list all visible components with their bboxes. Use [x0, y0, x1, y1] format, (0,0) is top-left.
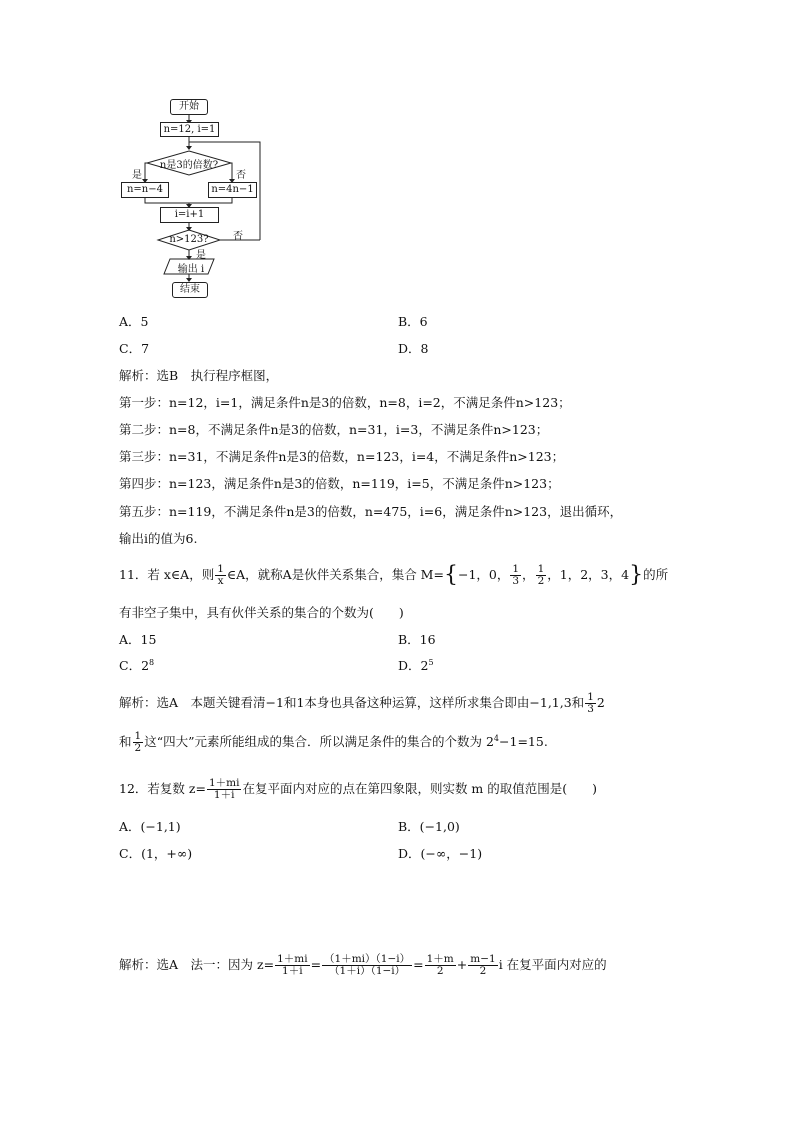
q11-stem-a: 11．若 x∈A，则	[119, 567, 215, 582]
q11-analysis-b: 2	[596, 695, 605, 710]
q12-analysis-eq-2: =	[413, 957, 424, 972]
q11-set-open-brace: {	[443, 562, 458, 588]
q11-third-fraction	[510, 564, 521, 587]
flowchart-decision1-text: n是3的倍数?	[159, 160, 219, 171]
q11-option-d-exp: 5	[428, 657, 434, 667]
flowchart-no-label: 否	[236, 170, 246, 181]
q12-analysis-line-1	[119, 954, 607, 977]
q11-set-items-b: ，1，2，3，4	[547, 567, 630, 582]
q11-set-close-brace: }	[629, 562, 644, 588]
q11-analysis-frac1-den: 3	[587, 703, 594, 715]
q11-analysis-exp: 4	[493, 733, 500, 743]
q10-analysis-line-1: 解析：选B 执行程序框图，	[119, 368, 279, 383]
q11-option-b: B．16	[398, 632, 436, 647]
q12-analysis-f3	[425, 954, 456, 977]
flowchart-increment: i=i+1	[160, 207, 219, 223]
flowchart-output-text: 输出 i	[177, 264, 205, 275]
q11-option-c	[119, 656, 154, 674]
q11-analysis-frac2-den: 2	[134, 742, 142, 754]
q12-analysis-plus: +	[456, 957, 468, 972]
q11-analysis-frac2	[133, 731, 144, 754]
q10-analysis-line-4: 第三步：n=31，不满足条件n是3的倍数，n=123，i=4，不满足条件n>123；	[119, 449, 565, 464]
flowchart-no2-label: 否	[233, 231, 243, 242]
q12-stem-a: 12．若复数 z=	[119, 781, 206, 796]
q12-frac-den: 1＋i	[213, 789, 235, 801]
flowchart-yes-label: 是	[132, 170, 142, 181]
flowchart-lines	[0, 0, 794, 300]
q11-stem-c: 的所	[643, 567, 669, 582]
q11-analysis-line-1	[119, 692, 605, 715]
q12-option-b: B．(−1,0)	[398, 819, 460, 834]
q11-frac-num: 1	[217, 563, 224, 575]
q11-third-den: 3	[512, 575, 520, 587]
q11-stem-line-1	[119, 564, 668, 587]
q11-analysis-d: 这“四大”元素所能组成的集合．所以满足条件的集合的个数为 2	[144, 734, 494, 749]
q12-analysis-b: i 在复平面内对应的	[498, 957, 607, 972]
q12-analysis-f3-den: 2	[436, 965, 444, 977]
flowchart-assign-yes: n=n−4	[121, 182, 169, 198]
q10-option-d: D．8	[398, 341, 429, 356]
flowchart-decision2-text: n>123?	[169, 234, 209, 245]
q11-set-items-a: −1，0，	[457, 567, 510, 582]
q12-analysis-f2	[322, 954, 412, 977]
q12-stem	[119, 778, 597, 801]
q12-analysis-f4-den: 2	[479, 965, 487, 977]
q11-option-c-exp: 8	[149, 657, 155, 667]
flowchart-start: 开始	[170, 99, 208, 115]
q12-frac-num: 1＋mi	[208, 777, 240, 789]
q12-analysis-f4	[468, 954, 497, 977]
flowchart-end: 结束	[172, 282, 208, 298]
q12-analysis-f3-num: 1＋m	[426, 953, 454, 965]
q11-reciprocal-fraction	[215, 564, 226, 587]
flowchart-assign-no: n=4n−1	[208, 182, 257, 198]
q11-third-num: 1	[512, 563, 520, 575]
q11-analysis-frac1-num: 1	[587, 691, 594, 703]
q11-stem-line-2: 有非空子集中，具有伙伴关系的集合的个数为( )	[119, 605, 404, 620]
q11-stem-b: ∈A，就称A是伙伴关系集合，集合 M=	[226, 567, 444, 582]
q11-option-c-base: C．2	[119, 658, 150, 673]
q10-analysis-line-3: 第二步：n=8，不满足条件n是3的倍数，n=31，i=3，不满足条件n>123；	[119, 422, 549, 437]
q12-analysis-f1-num: 1＋mi	[277, 953, 308, 965]
q12-option-c: C．(1，+∞)	[119, 846, 193, 861]
flowchart-yes2-label: 是	[196, 250, 206, 261]
q10-option-b: B．6	[398, 314, 428, 329]
q12-z-fraction	[207, 778, 242, 801]
q11-analysis-frac1	[585, 692, 596, 715]
q11-analysis-e: −1=15.	[499, 734, 548, 749]
q11-analysis-a: 解析：选A 本题关键看清−1和1本身也具备这种运算，这样所求集合即由−1,1,3和	[119, 695, 585, 710]
q10-analysis-line-5: 第四步：n=123，满足条件n是3的倍数，n=119，i=5，不满足条件n>123；	[119, 476, 560, 491]
q11-analysis-line-2	[119, 731, 548, 754]
q11-option-d-base: D．2	[398, 658, 429, 673]
q11-half-num: 1	[537, 563, 545, 575]
q10-analysis-line-2: 第一步：n=12，i=1，满足条件n是3的倍数，n=8，i=2，不满足条件n>123；	[119, 395, 571, 410]
q12-analysis-f2-den: （1＋i）（1−i）	[329, 965, 406, 977]
q11-half-den: 2	[537, 575, 545, 587]
flowchart-init: n=12, i=1	[160, 122, 219, 137]
q12-option-d: D．(−∞，−1)	[398, 846, 483, 861]
q12-analysis-f1	[275, 954, 310, 977]
q11-option-d	[398, 656, 434, 674]
q10-analysis-line-6: 第五步：n=119，不满足条件n是3的倍数，n=475，i=6，满足条件n>123，退出循环，	[119, 504, 623, 519]
q12-analysis-f4-num: m−1	[470, 953, 496, 965]
q12-stem-b: 在复平面内对应的点在第四象限，则实数 m 的取值范围是( )	[242, 781, 598, 796]
q11-half-fraction	[536, 564, 547, 587]
q11-set-sep: ，	[522, 567, 535, 582]
q11-frac-den: x	[217, 575, 224, 587]
q10-analysis-line-7: 输出i的值为6.	[119, 531, 198, 546]
q12-analysis-eq-1: =	[310, 957, 322, 972]
q11-option-a: A．15	[119, 632, 157, 647]
q12-analysis-f1-den: 1＋i	[282, 965, 303, 977]
q12-option-a: A．(−1,1)	[119, 819, 181, 834]
q12-analysis-a: 解析：选A 法一：因为 z=	[119, 957, 275, 972]
q10-option-c: C．7	[119, 341, 150, 356]
q10-option-a: A．5	[119, 314, 149, 329]
q11-analysis-c: 和	[119, 734, 132, 749]
q12-analysis-f2-num: （1＋mi）（1−i）	[324, 953, 411, 965]
q11-analysis-frac2-num: 1	[134, 730, 142, 742]
